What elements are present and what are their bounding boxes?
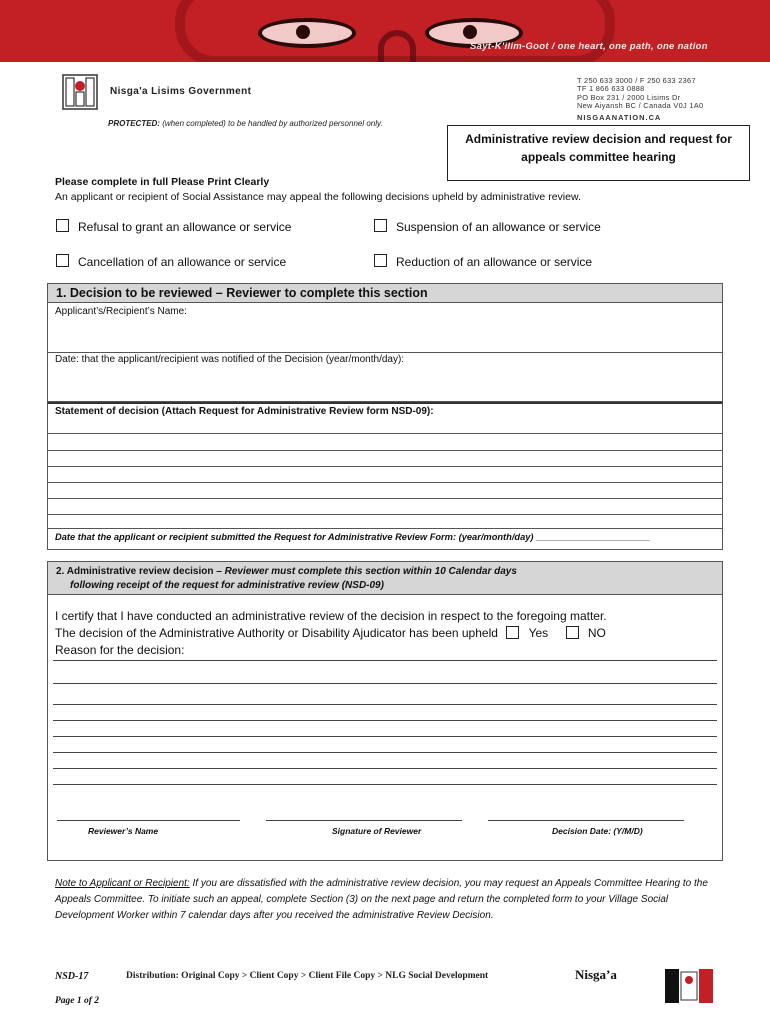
reason-line[interactable] <box>53 736 717 737</box>
statement-line[interactable] <box>47 528 723 529</box>
upheld-text: The decision of the Administrative Authority or Disability Ajudicator has been upheld <box>55 626 498 640</box>
protected-note <box>108 119 383 128</box>
refusal-label: Refusal to grant an allowance or service <box>78 220 292 234</box>
banner-pupil-right <box>463 25 477 39</box>
decision-date-label: Decision Date: (Y/M/D) <box>552 826 643 836</box>
section2-heading-line2: following receipt of the request for administrative review (NSD-09) <box>70 580 384 591</box>
submitted-date-label: Date that the applicant or recipient submitted the Request for Administrative Review Form: (year/month/day) ______________________ <box>55 532 650 542</box>
applicant-name-field[interactable] <box>200 304 720 350</box>
section1-heading: 1. Decision to be reviewed – Reviewer to complete this section <box>47 283 723 303</box>
upheld-row <box>55 625 607 642</box>
reviewer-name-field[interactable] <box>57 820 240 821</box>
reason-line[interactable] <box>53 752 717 753</box>
applicant-note <box>55 876 725 924</box>
reduction-label: Reduction of an allowance or service <box>396 255 593 269</box>
note-lead: Note to Applicant or Recipient: <box>55 878 190 889</box>
contact-address1: PO Box 231 / 2000 Lisims Dr <box>577 92 681 102</box>
banner-pupil-left <box>296 25 310 39</box>
reason-line[interactable] <box>53 683 717 684</box>
statement-line[interactable] <box>47 482 723 483</box>
yes-checkbox[interactable] <box>506 626 519 639</box>
protected-label: PROTECTED: <box>108 119 160 128</box>
reason-line[interactable] <box>53 768 717 769</box>
cancellation-label: Cancellation of an allowance or service <box>78 255 287 269</box>
form-title-line1: Administrative review decision and request for <box>465 132 732 146</box>
note-text: If you are dissatisfied with the administrative review decision, you may request an Appeals Committee Hearing to the Appeals Committee. To initiate such an appeal, complete Section (3) on the next page and return the completed form to your Village Social Development Worker within 7 calendar days after you received the administrative Review Decision. <box>55 878 708 921</box>
notified-date-field[interactable] <box>470 352 720 400</box>
suspension-checkbox[interactable] <box>374 219 387 232</box>
banner-nose-art <box>378 30 416 62</box>
section2-heading-italic: Reviewer must complete this section within 10 Calendar days <box>224 566 517 577</box>
certify-block <box>55 608 607 659</box>
form-code: NSD-17 <box>55 971 89 982</box>
intro-text: An applicant or recipient of Social Assistance may appeal the following decisions upheld by administrative review. <box>55 191 581 203</box>
reason-line[interactable] <box>53 660 717 661</box>
section2-heading <box>47 561 723 595</box>
statement-line[interactable] <box>47 466 723 467</box>
reason-line[interactable] <box>53 704 717 705</box>
contact-phone: T 250 633 3000 / F 250 633 2367 <box>577 76 696 85</box>
no-checkbox[interactable] <box>566 626 579 639</box>
complete-instruction: Please complete in full Please Print Clearly <box>55 176 270 188</box>
reviewer-signature-label: Signature of Reviewer <box>332 826 422 836</box>
contact-block <box>577 77 703 122</box>
statement-line[interactable] <box>47 498 723 499</box>
contact-tollfree: TF 1 866 633 0888 <box>577 84 645 94</box>
reviewer-signature-field[interactable] <box>266 820 462 821</box>
certify-text: I certify that I have conducted an administrative review of the decision in respect to the foregoing matter. <box>55 609 607 623</box>
section2-heading-plain: 2. Administrative review decision – <box>56 566 225 577</box>
distribution-text: Distribution: Original Copy > Client Copy > Client File Copy > NLG Social Development <box>126 971 489 981</box>
reduction-checkbox[interactable] <box>374 254 387 267</box>
statement-line[interactable] <box>47 433 723 434</box>
contact-address2: New Aiyansh BC / Canada V0J 1A0 <box>577 101 704 111</box>
reviewer-name-label: Reviewer’s Name <box>88 826 159 836</box>
nisgaa-logo-icon <box>62 74 98 110</box>
org-name: Nisga'a Lisims Government <box>110 86 252 97</box>
protected-text: (when completed) to be handled by authorized personnel only. <box>160 119 383 128</box>
section2-heading-line1 <box>56 565 722 579</box>
contact-website: NISGAANATION.CA <box>577 112 662 122</box>
form-title-box <box>447 125 750 181</box>
statement-line[interactable] <box>47 514 723 515</box>
suspension-label: Suspension of an allowance or service <box>396 220 601 234</box>
footer-brand: Nisga’a <box>575 967 617 982</box>
decision-date-field[interactable] <box>488 820 684 821</box>
notified-date-label: Date: that the applicant/recipient was notified of the Decision (year/month/day): <box>55 354 405 365</box>
section2-box <box>47 561 723 861</box>
refusal-checkbox[interactable] <box>56 219 69 232</box>
reason-label: Reason for the decision: <box>55 643 185 657</box>
page-number: Page 1 of 2 <box>55 996 100 1006</box>
form-title-line2: appeals committee hearing <box>521 150 676 164</box>
yes-label: Yes <box>528 626 549 640</box>
header-banner <box>0 0 770 62</box>
applicant-name-label: Applicant’s/Recipient’s Name: <box>55 306 187 317</box>
reason-line[interactable] <box>53 720 717 721</box>
statement-line[interactable] <box>47 450 723 451</box>
no-label: NO <box>587 626 606 640</box>
statement-label: Statement of decision (Attach Request for Administrative Review form NSD-09): <box>55 406 434 417</box>
reason-line[interactable] <box>53 784 717 785</box>
cancellation-checkbox[interactable] <box>56 254 69 267</box>
header-tagline: Sayt-K'ilim-Goot / one heart, one path, one nation <box>470 41 708 52</box>
footer-logo-icon <box>665 969 713 1003</box>
